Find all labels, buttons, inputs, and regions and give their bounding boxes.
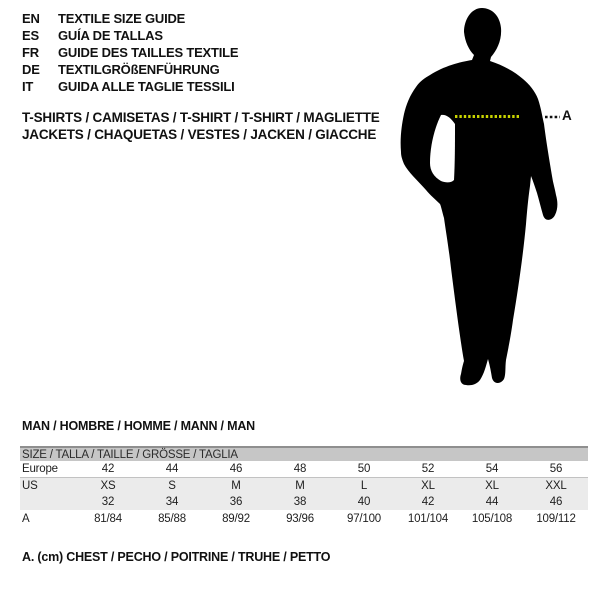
language-code: FR: [22, 45, 39, 60]
table-row-europe: [20, 461, 588, 477]
table-cell: 40: [357, 496, 371, 508]
table-cell: XL: [421, 480, 435, 492]
table-cell: XS: [100, 480, 116, 492]
category-block: [22, 109, 380, 143]
table-cell: 44: [485, 496, 499, 508]
table-cell: 36: [229, 496, 243, 508]
table-cell: 109/112: [536, 512, 576, 525]
table-cell: M: [295, 480, 305, 492]
language-label: TEXTILGRÖßENFÜHRUNG: [58, 62, 220, 77]
table-cell: 48: [293, 463, 307, 475]
measurement-note: A. (cm) CHEST / PECHO / POITRINE / TRUHE / PETTO: [22, 550, 331, 564]
table-row-uk: [20, 494, 588, 510]
category-jackets: JACKETS / CHAQUETAS / VESTES / JACKEN / GIACCHE: [22, 127, 377, 142]
row-label: US: [22, 480, 38, 492]
table-cell: 46: [549, 496, 563, 508]
language-code: EN: [22, 11, 40, 26]
table-row-chest-a: [20, 510, 588, 527]
table-cell: 32: [101, 496, 115, 508]
language-row: [22, 78, 238, 95]
language-row: [22, 10, 238, 27]
table-cell: L: [360, 480, 368, 492]
measurement-marker-label: A: [562, 108, 572, 123]
table-cell: 44: [165, 463, 179, 475]
language-list: [22, 10, 238, 95]
table-cell: 89/92: [222, 512, 250, 525]
table-cell: 42: [101, 463, 115, 475]
language-row: [22, 44, 238, 61]
table-cell: M: [231, 480, 241, 492]
table-cell: S: [168, 480, 176, 492]
row-label: A: [22, 512, 30, 525]
silhouette-body: [401, 8, 558, 385]
language-label: TEXTILE SIZE GUIDE: [58, 11, 186, 26]
language-label: GUÍA DE TALLAS: [58, 28, 163, 43]
language-row: [22, 61, 238, 78]
language-label: GUIDA ALLE TAGLIE TESSILI: [58, 79, 235, 94]
table-cell: 93/96: [286, 512, 314, 525]
language-code: DE: [22, 62, 40, 77]
size-table: [20, 446, 588, 527]
man-silhouette: [380, 0, 580, 400]
table-cell: 81/84: [94, 512, 122, 525]
language-code: ES: [22, 28, 39, 43]
table-header-bar: SIZE / TALLA / TAILLE / GRÖSSE / TAGLIA: [20, 448, 588, 461]
table-cell: 54: [485, 463, 499, 475]
category-tshirts: T-SHIRTS / CAMISETAS / T-SHIRT / T-SHIRT / MAGLIETTE: [22, 110, 380, 125]
man-silhouette-figure: [380, 0, 580, 400]
table-cell: 34: [165, 496, 179, 508]
language-row: [22, 27, 238, 44]
table-cell: 38: [293, 496, 307, 508]
table-cell: 101/104: [407, 512, 449, 525]
table-cell: 52: [421, 463, 435, 475]
table-cell: 50: [357, 463, 371, 475]
table-cell: XXL: [545, 480, 567, 492]
table-cell: 56: [549, 463, 563, 475]
section-title-man: MAN / HOMBRE / HOMME / MANN / MAN: [22, 419, 255, 433]
table-cell: 46: [229, 463, 243, 475]
table-cell: 97/100: [347, 512, 381, 525]
table-cell: 105/108: [471, 512, 513, 525]
language-code: IT: [22, 79, 34, 94]
language-label: GUIDE DES TAILLES TEXTILE: [58, 45, 239, 60]
table-cell: 42: [421, 496, 435, 508]
table-cell: 85/88: [158, 512, 186, 525]
row-label: Europe: [22, 463, 58, 475]
table-cell: XL: [485, 480, 499, 492]
table-row-us: [20, 477, 588, 494]
